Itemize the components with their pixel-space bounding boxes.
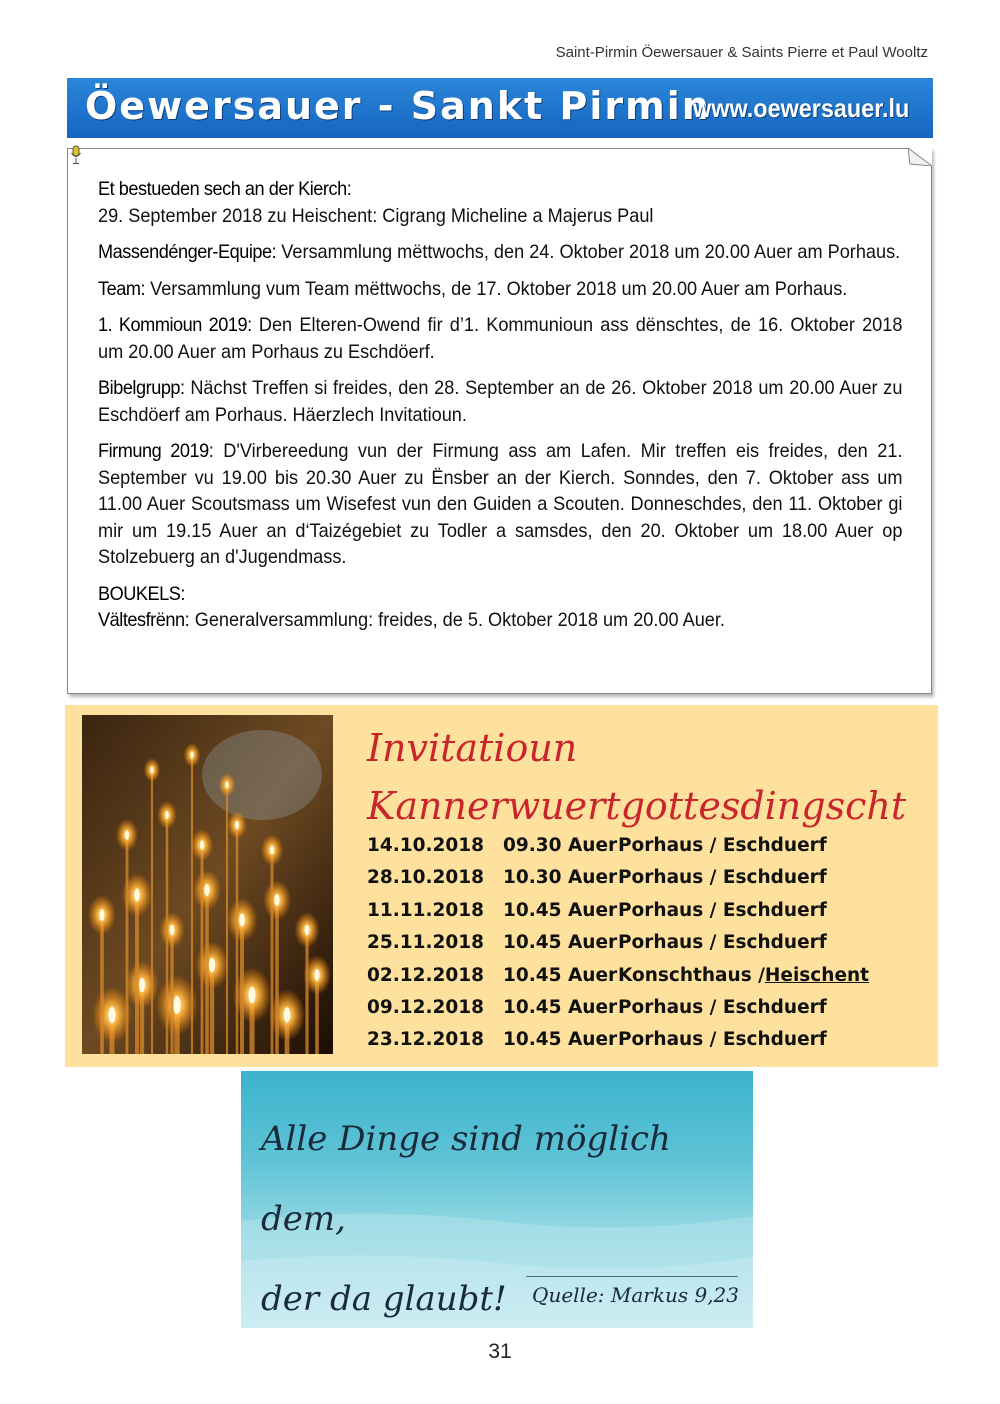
schedule-place: Porhaus / Eschduerf [618,996,827,1018]
schedule-date: 23.12.2018 [367,1029,485,1051]
notice-label: 1. Kommioun 2019: [98,314,252,336]
notice-boukels: BOUKELS: Vältesfrënn: Generalversammlung: freides, de 5. Oktober 2018 um 20.00 Auer. [98,582,725,631]
notice-kommioun [98,312,902,365]
schedule-place: Porhaus / Eschduerf [618,867,827,889]
notice-text: Den Elteren-Owend fir d’1. Kommunioun ass dënschtes, de 16. Oktober 2018 um 20.00 Auer am Porhaus zu Eschdöerf. [98,314,903,363]
schedule-row [367,900,869,932]
schedule-date: 25.11.2018 [367,932,485,954]
notice-label: Massendénger-Equipe: [98,241,277,263]
notice-label: Team: [98,277,146,300]
schedule-date: 28.10.2018 [367,867,485,889]
schedule-date: 02.12.2018 [367,964,485,986]
notice-firmung: Firmung 2019: D'Virbereedung vun der Firmung ass am Lafen. Mir treffen eis freides, den 21. September vu 19.00 bis 20.30 Auer zu Ënsber an der Kierch. Sonndes, den 7. Oktober ass um 11.00 Auer Scoutsmass um Wisefest vun den Guiden a Scouten. Donneschdes, den 11. Oktober gi mir um 19.15 Auer an d‘Taizégebiet zu Todler a samsdes, den 20. Oktober um 18.00 Auer op Stolzebuerg an d'Jugendmass. [98,440,903,568]
notice-label: Firmung 2019 [98,440,209,462]
page-fold-icon [908,148,932,166]
schedule-time: 10.45 Auer [503,1029,618,1051]
schedule-table [367,835,869,1062]
schedule-row [367,997,869,1029]
schedule-date: 11.11.2018 [367,899,485,921]
notice-label: Bibelgrupp: [98,377,185,399]
schedule-date: 09.12.2018 [367,996,485,1018]
notice-team [98,276,902,303]
schedule-place-link[interactable]: Heischent [764,964,870,986]
schedule-row [367,835,869,867]
notice-text: Nächst Treffen si freides, den 28. September an de 26. Oktober 2018 um 20.00 Auer zu Eschdöerf am Porhaus. Häerzlech Invitatioun. [98,377,903,426]
notice-weddings: Et bestueden sech an der Kierch: 29. September 2018 zu Heischent: Cigrang Micheline a Majerus Paul [98,178,654,227]
section-banner [67,78,933,138]
schedule-time: 09.30 Auer [503,835,618,856]
candles-photo [82,715,333,1054]
quote-divider [526,1276,738,1277]
notice-box [67,148,932,694]
invitation-title [367,719,906,835]
schedule-time: 10.45 Auer [503,964,618,986]
schedule-place: Porhaus / Eschduerf [618,899,827,921]
page-number: 31 [488,1340,512,1363]
quote-line2: der da glaubt! [261,1279,507,1319]
banner-title: Öewersauer - Sankt Pirmin [85,84,711,128]
microphone-icon [70,145,82,165]
notice-text: D'Virbereedung vun der Firmung ass am Lafen. Mir treffen eis freides, den 21. September vu 19.00 bis 20.30 Auer zu Ënsber an der Kierch. Sonndes, den 7. Oktober ass um 11.00 Auer Scoutsmass um Wisefest vun den Guiden a Scouten. Donneschdes, den 11. Oktober gi mir um 19.15 Auer an d‘Taizégebiet zu Todler a samsdes, den 20. Oktober um 18.00 Auer op Stolzebuerg an d'Jugendmass. [98,440,903,568]
schedule-date: 14.10.2018 [367,835,485,856]
banner-url[interactable]: www.oewersauer.lu [692,93,909,123]
invitation-title-line2: Kannerwuertgottesdingscht [367,784,907,828]
schedule-time: 10.45 Auer [503,996,618,1018]
quote-card [241,1071,753,1328]
schedule-row [367,965,869,997]
notice-text: Generalversammlung: freides, de 5. Oktober 2018 um 20.00 Auer. [189,609,725,631]
schedule-place: Porhaus / Eschduerf [618,835,827,856]
quote-line1: Alle Dinge sind möglich dem, [261,1119,671,1239]
notice-sublabel: Vältesfrënn [98,609,185,631]
notice-label: BOUKELS: [98,582,185,605]
schedule-place: Porhaus / Eschduerf [618,932,827,954]
notice-text: Versammlung mëttwochs, den 24. Oktober 2018 um 20.00 Auer am Porhaus. [276,241,901,263]
notice-bibelgrupp [98,375,902,428]
schedule-time: 10.45 Auer [503,899,618,921]
notice-list [98,176,902,644]
notice-text: 29. September 2018 zu Heischent: Cigrang Micheline a Majerus Paul [98,204,654,227]
notice-label: Et bestueden sech an der Kierch [98,178,347,200]
notice-text: Versammlung vum Team mëttwochs, de 17. Oktober 2018 um 20.00 Auer am Porhaus. [145,277,848,300]
schedule-time: 10.45 Auer [503,932,618,954]
schedule-place: Konschthaus /Heischent [618,964,870,986]
invitation-panel [65,705,938,1067]
quote-source: Quelle: Markus 9,23 [532,1283,739,1307]
schedule-row [367,867,869,899]
schedule-place: Porhaus / Eschduerf [618,1029,827,1051]
invitation-title-line1: Invitatioun [367,726,578,770]
schedule-time: 10.30 Auer [503,867,618,889]
notice-massendenger [98,239,902,266]
schedule-row [367,932,869,964]
running-head: Saint-Pirmin Öewersauer & Saints Pierre et Paul Wooltz [555,44,928,61]
schedule-row [367,1029,869,1061]
